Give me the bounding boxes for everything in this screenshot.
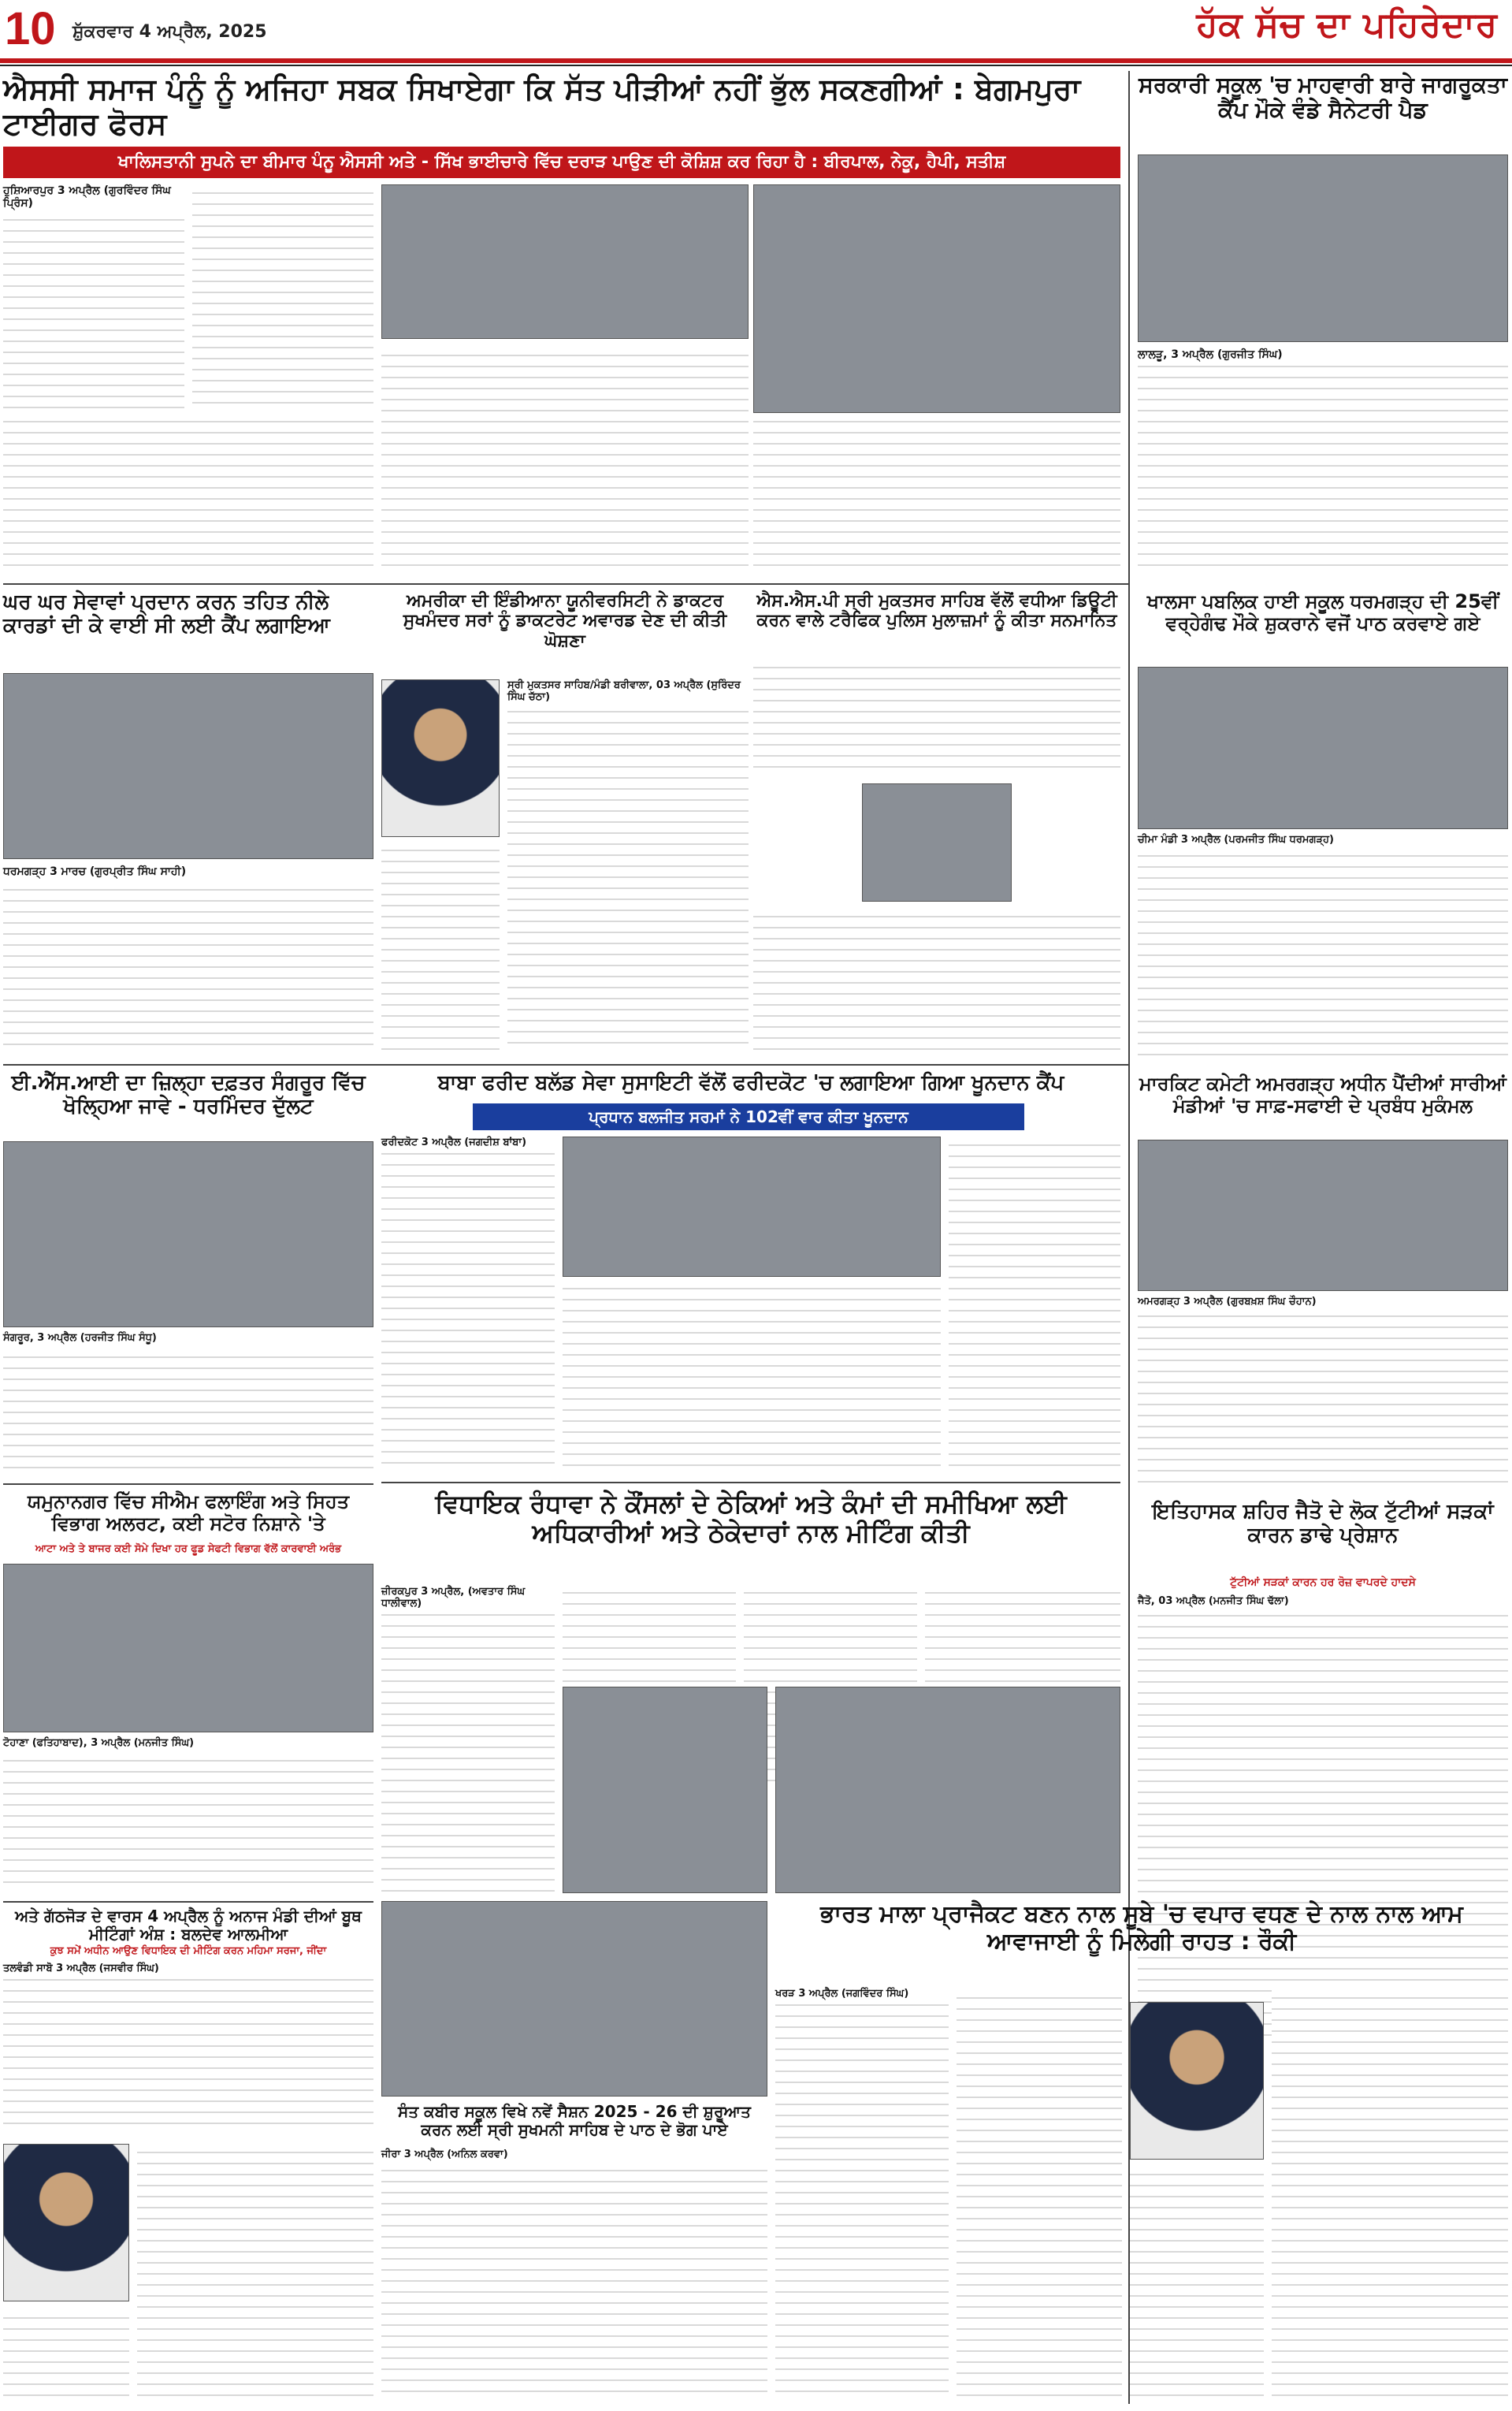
market-dateline: ਅਮਰਗੜ੍ਹ 3 ਅਪ੍ਰੈਲ (ਗੁਰਬਖ਼ਸ਼ ਸਿੰਘ ਚੌਹਾਨ) xyxy=(1138,1296,1317,1308)
school-headline: ਸੰਤ ਕਬੀਰ ਸਕੂਲ ਵਿਖੇ ਨਵੇਂ ਸੈਸ਼ਨ 2025 - 26 ਦੀ ਸ਼ੁਰੂਆਤ ਕਰਨ ਲਈ ਸ੍ਰੀ ਸੁਖਮਨੀ ਸਾਹਿਬ ਦੇ ਪਾਠ ਦੇ ਭੋਗ ਪਾਏ xyxy=(398,2102,751,2139)
school-text xyxy=(381,2164,767,2402)
issue-date: ਸ਼ੁੱਕਰਵਾਰ 4 ਅਪ੍ਰੈਲ, 2025 xyxy=(72,22,267,42)
section-rule-1 xyxy=(3,583,1128,585)
bjp-portrait xyxy=(3,2144,129,2301)
school-dateline: ਜੀਰਾ 3 ਅਪ੍ਰੈਲ (ਅਨਿਲ ਕਰਵਾ) xyxy=(381,2149,508,2160)
card-camp-text xyxy=(3,881,373,1055)
america-dateline: ਸ੍ਰੀ ਮੁਕਤਸਰ ਸਾਹਿਬ/ਮੰਡੀ ਬਰੀਵਾਲਾ, 03 ਅਪ੍ਰੈਲ (ਸੁਰਿੰਦਰ ਸਿੰਘ ਚੱਠਾ) xyxy=(507,679,741,703)
esi-headline: ਈ.ਐੱਸ.ਆਈ ਦਾ ਜ਼ਿਲ੍ਹਾ ਦਫ਼ਤਰ ਸੰਗਰੂਰ ਵਿੱਚ ਖੋਲ੍ਹਿਆ ਜਾਵੇ - ਧਰਮਿੰਦਰ ਦੁੱਲਟ xyxy=(11,1071,366,1118)
bharatmala-text-3 xyxy=(1272,1988,1508,2405)
america-text-lower xyxy=(381,843,500,1059)
ssp-headline: ਐਸ.ਐਸ.ਪੀ ਸ੍ਰੀ ਮੁਕਤਸਰ ਸਾਹਿਬ ਵੱਲੋਂ ਵਧੀਆ ਡਿਊਟੀ ਕਰਨ ਵਾਲੇ ਟਰੈਫਿਕ ਪੁਲਿਸ ਮੁਲਾਜ਼ਮਾਂ ਨੂੰ ਕੀਤਾ ਸਨਮਾਨਿਤ xyxy=(756,591,1117,631)
blood-camp-text-right xyxy=(949,1137,1120,1475)
blood-camp-text xyxy=(381,1152,555,1473)
bjp-text-bottom xyxy=(3,2309,129,2405)
bharatmala-text-4 xyxy=(1130,2167,1264,2405)
header-rule-thin xyxy=(0,65,1512,66)
jaito-body xyxy=(1138,1595,1508,2048)
bjp-text xyxy=(3,1978,373,2134)
blood-camp-band: ਪ੍ਰਧਾਨ ਬਲਜੀਤ ਸਰਮਾਂ ਨੇ 102ਵੀਂ ਵਾਰ ਕੀਤਾ ਖੂਨਦਾਨ xyxy=(473,1103,1024,1130)
jaito-headline: ਇਤਿਹਾਸਕ ਸ਼ਹਿਰ ਜੈਤੋ ਦੇ ਲੋਕ ਟੁੱਟੀਆਂ ਸੜਕਾਂ ਕਾਰਨ ਡਾਢੇ ਪ੍ਰੇਸ਼ਾਨ xyxy=(1152,1500,1494,1547)
blood-camp-photo xyxy=(563,1137,941,1277)
lead-body-bottom-right xyxy=(753,421,1120,575)
card-camp-photo xyxy=(3,673,373,859)
khalsa-text xyxy=(1138,849,1508,1065)
bharatmala-dateline: ਖਰੜ 3 ਅਪ੍ਰੈਲ (ਜਗਵਿੰਦਰ ਸਿੰਘ) xyxy=(775,1988,909,2000)
page-number: 10 xyxy=(5,3,56,54)
ssp-text-top xyxy=(753,667,1120,777)
yamuna-text xyxy=(3,1752,373,1892)
right-top-photo xyxy=(1138,154,1508,342)
bharatmala-headline: ਭਾਰਤ ਮਾਲਾ ਪ੍ਰਾਜੈਕਟ ਬਣਨ ਨਾਲ ਸੂਬੇ 'ਚ ਵਪਾਰ ਵਧਣ ਦੇ ਨਾਲ ਨਾਲ ਆਮ ਆਵਾਜਾਈ ਨੂੰ ਮਿਲੇਗੀ ਰਾਹਤ : ਰੌਕੀ xyxy=(820,1900,1463,1955)
market-photo xyxy=(1138,1140,1508,1291)
yamuna-dateline: ਟੋਹਾਣਾ (ਫਤਿਹਾਬਾਦ), 3 ਅਪ੍ਰੈਲ (ਮਨਜੀਤ ਸਿੰਘ) xyxy=(3,1737,195,1749)
school-body xyxy=(381,2149,767,2405)
market-text xyxy=(1138,1311,1508,1492)
lead-dateline: ਹੁਸ਼ਿਆਰਪੁਰ 3 ਅਪ੍ਰੈਲ (ਗੁਰਵਿੰਦਰ ਸਿੰਘ ਪ੍ਰਿੰਸ) xyxy=(3,184,171,210)
khalsa-headline: ਖਾਲਸਾ ਪਬਲਿਕ ਹਾਈ ਸਕੂਲ ਧਰਮਗੜ੍ਹ ਦੀ 25ਵੀਂ ਵਰ੍ਹੇਗੰਢ ਮੌਕੇ ਸ਼ੁਕਰਾਨੇ ਵਜੋਂ ਪਾਠ ਕਰਵਾਏ ਗਏ xyxy=(1146,590,1499,634)
yamuna-body xyxy=(3,1737,373,1895)
blood-camp-dateline: ਫਰੀਦਕੋਟ 3 ਅਪ੍ਰੈਲ (ਜਗਦੀਸ਼ ਬਾਂਬਾ) xyxy=(381,1137,527,1148)
blood-camp-headline: ਬਾਬਾ ਫਰੀਦ ਬਲੱਡ ਸੇਵਾ ਸੁਸਾਇਟੀ ਵੱਲੋਂ ਫਰੀਦਕੋਟ 'ਚ ਲਗਾਇਆ ਗਿਆ ਖੂਨਦਾਨ ਕੈਂਪ xyxy=(437,1071,1064,1095)
khalsa-body xyxy=(1138,834,1508,1069)
bharatmala-text xyxy=(775,2003,949,2402)
section-rule-3b xyxy=(381,1482,1120,1483)
market-body xyxy=(1138,1296,1508,1494)
lead-body-left xyxy=(3,213,184,418)
bharatmala-body-left xyxy=(775,1988,949,2405)
america-headline: ਅਮਰੀਕਾ ਦੀ ਇੰਡੀਆਨਾ ਯੂਨੀਵਰਸਿਟੀ ਨੇ ਡਾਕਟਰ ਸੁਖਮੰਦਰ ਸਰਾਂ ਨੂੰ ਡਾਕਟਰੇਟ ਅਵਾਰਡ ਦੇਣ ਦੀ ਕੀਤੀ ਘੋਸ਼ਣਾ xyxy=(403,591,727,651)
mla-dateline: ਜ਼ੀਰਕਪੁਰ 3 ਅਪ੍ਰੈਲ, (ਅਵਤਾਰ ਸਿੰਘ ਧਾਲੀਵਾਲ) xyxy=(381,1586,526,1609)
bjp-dateline: ਤਲਵੰਡੀ ਸਾਬੋ 3 ਅਪ੍ਰੈਲ (ਜਸਵੀਰ ਸਿੰਘ) xyxy=(3,1963,159,1974)
lead-body-bottom-mid xyxy=(381,347,749,575)
bharatmala-text-2 xyxy=(957,1988,1122,2405)
card-camp-headline: ਘਰ ਘਰ ਸੇਵਾਵਾਂ ਪ੍ਰਦਾਨ ਕਰਨ ਤਹਿਤ ਨੀਲੇ ਕਾਰਡਾਂ ਦੀ ਕੇ ਵਾਈ ਸੀ ਲਈ ਕੈਂਪ ਲਗਾਇਆ xyxy=(3,590,330,638)
blood-camp-body-left xyxy=(381,1137,555,1475)
ssp-photo xyxy=(862,783,1012,902)
right-top-body xyxy=(1138,348,1508,577)
mla-photo-1 xyxy=(563,1687,767,1893)
esi-dateline: ਸੰਗਰੂਰ, 3 ਅਪ੍ਰੈਲ (ਹਰਜੀਤ ਸਿੰਘ ਸੰਧੂ) xyxy=(3,1332,157,1344)
lead-photo-1 xyxy=(381,184,749,339)
bjp-text-lower xyxy=(137,2144,373,2405)
masthead-logo: ਹੱਕ ਸੱਚ ਦਾ ਪਹਿਰੇਦਾਰ xyxy=(1196,5,1498,45)
section-rule-2 xyxy=(3,1064,1128,1066)
esi-photo xyxy=(3,1141,373,1327)
yamuna-headline: ਯਮੁਨਾਨਗਰ ਵਿੱਚ ਸੀਐਮ ਫਲਾਇੰਗ ਅਤੇ ਸਿਹਤ ਵਿਭਾਗ ਅਲਰਟ, ਕਈ ਸਟੋਰ ਨਿਸ਼ਾਨੇ 'ਤੇ xyxy=(27,1490,350,1535)
yamuna-sub: ਆਟਾ ਅਤੇ ਤੇ ਬਾਜਰ ਕਈ ਸੋਮੇ ਦਿਖਾ ਹਰ ਫੂਡ ਸੇਫਟੀ ਵਿਭਾਗ ਵੱਲੋਂ ਕਾਰਵਾਈ ਅਰੰਭ xyxy=(35,1543,342,1555)
america-text xyxy=(507,706,749,1053)
jaito-text xyxy=(1138,1610,1508,2045)
right-top-headline: ਸਰਕਾਰੀ ਸਕੂਲ 'ਚ ਮਾਹਵਾਰੀ ਬਾਰੇ ਜਾਗਰੂਕਤਾ ਕੈਂਪ ਮੌਕੇ ਵੰਡੇ ਸੈਨੇਟਰੀ ਪੈਡ xyxy=(1139,72,1507,124)
jaito-sub: ਟੁੱਟੀਆਂ ਸੜਕਾਂ ਕਾਰਨ ਹਰ ਰੋਜ਼ ਵਾਪਰਦੇ ਹਾਦਸੇ xyxy=(1230,1576,1416,1589)
bjp-sub: ਕੁਝ ਸਮੇਂ ਅਧੀਨ ਆਉਣ ਵਿਧਾਇਕ ਦੀ ਮੀਟਿੰਗ ਕਰਨ ਮਹਿਮਾ ਸਰਜਾ, ਜੀਂਦਾ xyxy=(50,1945,327,1957)
blood-camp-text-mid xyxy=(563,1283,941,1475)
card-camp-dateline: ਧਰਮਗੜ੍ਹ 3 ਮਾਰਚ (ਗੁਰਪ੍ਰੀਤ ਸਿੰਘ ਸਾਹੀ) xyxy=(3,865,187,878)
america-body xyxy=(507,679,749,1059)
lead-body-col2 xyxy=(192,184,373,413)
bharatmala-portrait xyxy=(1130,2002,1264,2160)
bjp-body xyxy=(3,1963,373,2136)
esi-body xyxy=(3,1332,373,1480)
mla-body-left xyxy=(381,1586,555,1893)
section-rule-3 xyxy=(3,1483,373,1485)
card-camp-body xyxy=(3,865,373,1059)
right-top-body-text xyxy=(1138,364,1508,575)
mla-photo-2 xyxy=(775,1687,1120,1893)
header-rule xyxy=(0,58,1512,63)
section-rule-4 xyxy=(3,1901,373,1903)
market-headline: ਮਾਰਕਿਟ ਕਮੇਟੀ ਅਮਰਗੜ੍ਹ ਅਧੀਨ ਪੈਂਦੀਆਂ ਸਾਰੀਆਂ ਮੰਡੀਆਂ 'ਚ ਸਾਫ਼-ਸਫਾਈ ਦੇ ਪ੍ਰਬੰਧ ਮੁਕੰਮਲ xyxy=(1139,1073,1506,1117)
lead-body-bottom-left xyxy=(3,421,373,575)
khalsa-dateline: ਚੀਮਾ ਮੰਡੀ 3 ਅਪ੍ਰੈਲ (ਪਰਮਜੀਤ ਸਿੰਘ ਧਰਮਗੜ੍ਹ) xyxy=(1138,834,1334,846)
esi-text xyxy=(3,1347,373,1478)
lead-band: ਖਾਲਿਸਤਾਨੀ ਸੁਪਨੇ ਦਾ ਬੀਮਾਰ ਪੰਨੂ ਐਸਸੀ ਅਤੇ - ਸਿੱਖ ਭਾਈਚਾਰੇ ਵਿੱਚ ਦਰਾੜ ਪਾਉਣ ਦੀ ਕੋਸ਼ਿਸ਼ ਕਰ ਰਿਹਾ ਹੈ : ਬੀਰਪਾਲ, ਨੇਕੂ, ਹੈਪੀ, ਸਤੀਸ਼ xyxy=(3,147,1120,178)
khalsa-photo xyxy=(1138,667,1508,829)
lead-photo-2 xyxy=(753,184,1120,413)
mla-headline: ਵਿਧਾਇਕ ਰੰਧਾਵਾ ਨੇ ਕੌਂਸਲਾਂ ਦੇ ਠੇਕਿਆਂ ਅਤੇ ਕੰਮਾਂ ਦੀ ਸਮੀਖਿਆ ਲਈ ਅਧਿਕਾਰੀਆਂ ਅਤੇ ਠੇਕੇਦਾਰਾਂ ਨਾਲ ਮੀਟਿੰਗ ਕੀਤੀ xyxy=(435,1489,1067,1548)
jaito-dateline: ਜੈਤੋ, 03 ਅਪ੍ਰੈਲ (ਮਨਜੀਤ ਸਿੰਘ ਢੱਲਾ) xyxy=(1138,1595,1289,1607)
right-top-dateline: ਲਾਲੜੂ, 3 ਅਪ੍ਰੈਲ (ਗੁਰਜੀਤ ਸਿੰਘ) xyxy=(1138,348,1283,361)
school-photo xyxy=(381,1901,767,2097)
lead-text-left xyxy=(3,184,184,413)
ssp-text-bottom xyxy=(753,908,1120,1059)
mla-text xyxy=(381,1613,555,1901)
america-portrait xyxy=(381,679,500,837)
lead-headline: ਐਸਸੀ ਸਮਾਜ ਪੰਨੂੰ ਨੂੰ ਅਜਿਹਾ ਸਬਕ ਸਿਖਾਏਗਾ ਕਿ ਸੱਤ ਪੀੜੀਆਂ ਨਹੀਂ ਭੁੱਲ ਸਕਣਗੀਆਂ : ਬੇਗਮਪੁਰਾ ਟਾਈਗਰ ਫੋਰਸ xyxy=(3,72,1081,141)
yamuna-photo xyxy=(3,1564,373,1732)
bjp-headline: ਅਤੇ ਗੱਠਜੋੜ ਦੇ ਵਾਰਸ 4 ਅਪ੍ਰੈਲ ਨੂੰ ਅਨਾਜ ਮੰਡੀ ਦੀਆਂ ਬੂਥ ਮੀਟਿੰਗਾਂ ਅੰਸ਼ : ਬਲਦੇਵ ਆਲਮੀਆ xyxy=(15,1907,362,1944)
